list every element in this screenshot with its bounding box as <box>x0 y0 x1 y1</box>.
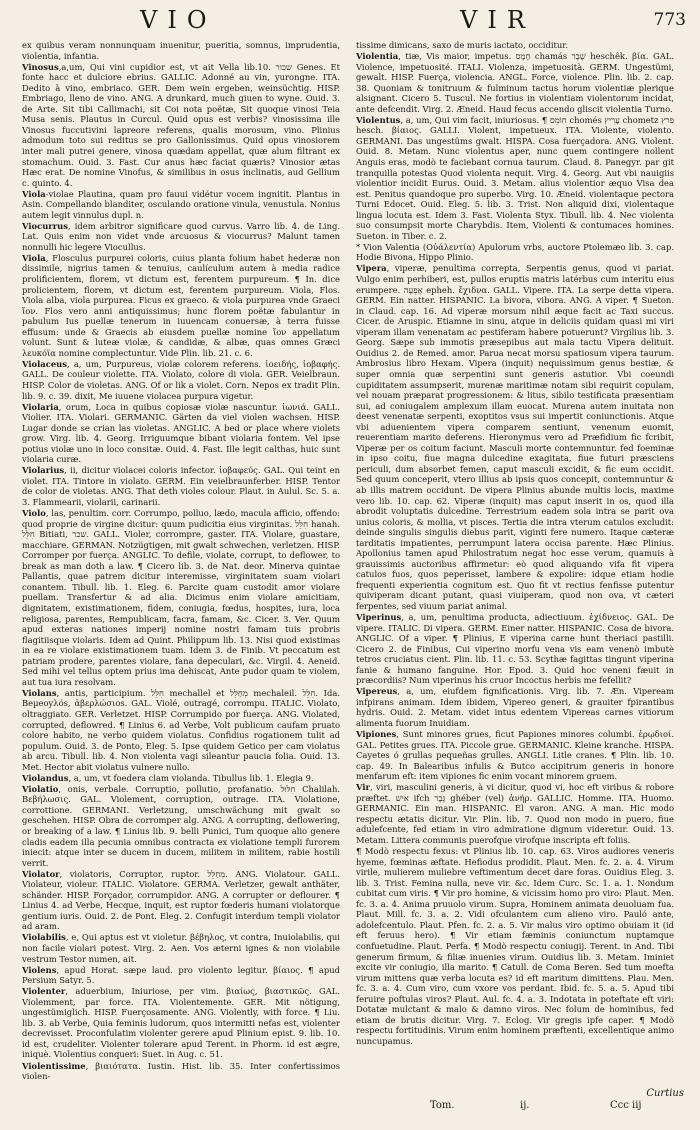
entry-lemma: Violentus <box>356 114 401 125</box>
dictionary-entry <box>22 688 340 772</box>
catchword: Curtius <box>646 1088 684 1099</box>
dictionary-entry <box>356 242 674 263</box>
entry-lemma: Violans <box>22 687 57 698</box>
entry-text: , antis, participium. חִלֵּל mechallel et מְחַלֵּל mechaleil. חִלֵּל. Ida. Beµeoyλós, ἀβερλώσιοs. GAL. Violé, outragé, corrompu. ITALIC. Violato, oltraggiato. GER. Verletzet. HISP. Corrumpido por fuerça. ANG. Violated, corrupted, deflowred. ¶ Linius 6. ad Verbe, Volt publicum caufam pruato colore habito, ne verbo quidem violatus. Confidius rogationem tulit ad populum. Ouid. 3. de Ponto, Eleg. 5. Ipse quidem Getico per cam violatus ab arcu. Tibull. lib. 4. Non violenta vagi sileantur paucia folia. Ouid. 13. Met. Hector abit violatus vulnere nullo. <box>22 687 340 772</box>
entry-text: , βιαιότατα. Iustin. Hist. lib. 35. Inter confertissimos violen- <box>22 1060 340 1082</box>
entry-text: , violatoris, Corruptor, ruptor. מְחַלֵּל. ANG. Violatour. GALL. Violateur, violeur. ITALIC. Violatore. GERMA. Verletzer, gewalt anthäter, schänder. HISP. Forçador, corrumpidor. ANG. A corrupter or deflourer. ¶ Linius 4. ad Verbe, Hecque, inquit, est ruptor fœderis humani violatorque gentium iuris. Ouid. 2. de Pont. Eleg. 2. Confugit interdum templi violator ad aram. <box>22 868 340 932</box>
running-header <box>0 6 700 36</box>
dictionary-entry <box>22 221 340 253</box>
entry-text: , a, um, penultima producta, adiectiuum. ἐχίδνειος. GAL. De vipere. ITALIC. Di vipera. GERM. Einer natter. HISPANIC. Cosa de bivora. ANGLIC. Of a viper. ¶ Plinius, E viperina carne hunt theriaci pastilli. Cicero 2. de Finibus, Cui viperino morfu vena vis eam venenò imbutè tetros cruciatus cient. Plin. lib. 11. c. 53. Scythæ fagittas tingunt viperina fanie & humano fanguine. Hor. Epod. 3. Quid hoc veneni fæuit in præcordiis? Num viperinus his cruor Incoctus herbis me fefellit? <box>356 612 674 686</box>
entry-text: , aduerbium, Iniuriose, per vim. βιαίως, βιαστικῶς. GAL. Violemment, par force. ITA. Violentemente. GER. Mit nötigung, ungestümiglich. HISP. Fuerçosamente. ANG. Violently, with force. ¶ Liu. lib. 3. ab Verbe, Quia feminis ludorum, quos intermitti nefas est, violenter decrevisset. Proconfulatim violenter gerere apud Plinium epist. 9. lib. 10. id est, crudeliter. Violenter tolerare apud Terent. in Phorm. id est ægre, iniquè. Violentius conqueri: Suet. in Aug. c. 51. <box>22 986 340 1060</box>
dictionary-entry <box>356 612 674 686</box>
entry-lemma: Viola <box>22 252 46 263</box>
dictionary-entry <box>356 40 674 51</box>
page-footer <box>0 1088 700 1124</box>
page-number: 773 <box>653 10 686 30</box>
entry-text: , viperæ, penultima correpta, Serpentis genus, quod vi pariat. Vulgo enim perhiberi, est, pullos eruptis matris latérbus cum interitu eius erumpere. אֶפְעֶה epheh. ἔχιδνα. GALL. Vipere. ITA. La serpe detta vipera. GERM. Ein natter. HISPANIC. La bivora, vibora. ANG. A viper. ¶ Sueton. in Claud. cap. 16. Ad viperæ morsum nihil æque facit ac Taxi succus. Cicer. de Aruspic. Etiamne in sinu, atque in deliciis quidam quasi mi viri viperam illam venenatam ac pestiferam habere potuerunt? Virgilius lib. 3. Georg. Sæpe sub immotis præsepibus aut mala tactu Vipera delituit. Ouidius 2. de Remed. amor. Parua necat morsu spatiosum vipera taurum. Ambrosius libro Hexam. Vipera (inquit) nequissimum genus bestiæ, & super omnia quæ serpentini sunt generis astutior. Vbi coeundi cupiditatem assumpserit, murenæ maritimæ notam sibi requirit copulam, vel nouam præparat progressionem: & litus, sibilo testificata præsentiam sui, ad coniugalem amplexum illam euocat. Murena autem inuitata non deest venenatæ serpenti, exoptitos vsus sui impertit coniunctionis. Atque vbi aduenientem vipera comparem sentiunt, venenum euomit, reuerentiam marito deferens. Hieronymus vero ad Præfidium fic fcribit, Viperæ per os coitum faciunt. Masculi morte contemnuntur. fed foeminæ in ipso coitu, fiue magna dulcedine exagitata, fiue futuri præsciens periculi, dum absorbet femen, caput masculi excidit, & fic eum occidit. Sed quum conceperit, vtero illius ab ipsis quos concepit, contemnuntur & ab illis matrem occidunt. De vipera Plinius abunde multis locis, maxime vero lib. 10. cap. 62. Viperæ (inquit) mas caput inserit in os, quod illa abrodit voluptatis dulcedine. Terrestrium eadem sola intra se parit ova unius coloris, & mollia, vt pisces. Tertia die intra vterum catulos excludit: deinde singulis singulis diebus parit, viginti fere numero. Itaque cæteræ tarditatis impatientes, perrumpunt latera occisa parente. Hæc Plinius. Apollonius tamen apud Philostratum negat hoc esse verum, quamuis à grauissimis auctoribus affirmetur: eò quod aliquando vifa fit vipera catulos fuos, quos peperisset, lambere & expolire: idque etiam hodie frequenti experientia cognitum est. Quo fit vt rectius fenfisse putentur quiviperam dicant putant, quasi viuiperam, quod non ova, vt cæteri ferpentes, sed viuum pariat animal. <box>356 263 674 611</box>
dictionary-entry <box>356 729 674 782</box>
dictionary-entry <box>356 51 674 114</box>
dictionary-entry <box>22 189 340 221</box>
entry-lemma: Violator <box>22 868 60 879</box>
dictionary-entry <box>22 508 340 687</box>
entry-text: , onis, verbale. Corruptio, pollutio, profanatio. חִלּוּל Chalilah. Βεβήλωσις. GAL. Violement, corruption, outrage. ITA. Violatione, corrottione. GERMANI. Verletzung, umschwächung mit gwalt so geschehen. HISP. Obra de corromper alg. ANG. A corrupting, deflowering, or breaking of a law. ¶ Linius lib. 9. belli Punici, Tum quoque alio genere cladis eadem illa pecunia omnibus contracta ex violatione templi furorem iniecit: atque inter se ducem in ducem, militem in militem, rabie hostili verrit. <box>22 783 340 868</box>
entry-text: , las, penultim. corr. Corrumpo, polluo, lædo, macula afficio, offendo: quod proprie de virgine dicitur: quum pudicitia eius virginitas. חִלֵּל hanah. חִלֵּל Bitiati, שכר. GALL. Violer, corrompre, gaster. ITA. Violare, guastare, macchiare. GERMAN. Notzügtigen, mit gwalt schwechen, verletzen. HISP. Corromper por fuerça. ANGLIC. To defile, violate, corrupt, to deflower, to break as man doth a law. ¶ Cicero lib. 3. de Nat. deor. Minerva quintae Pallantis, quae patrem dicitur interemisse, virginitatem suam violari conantem. Tibull. lib. 1. Eleg. 6. Parcite quam custodit amor violare puellam. Transfertur & ad alia. Dicimus enim violare amicitiam, dignitatem, existimationem, fidem, coniugia, fœdus, hospites, iura, loca religiosa, parentes, Rempublicam, facra, famam, &c. Cicer. 3. Ver. Quum apud exteras nationes imperij nomine nostri famam tuis probris flagitiisque violaris. Idem ad Quint. Philippum lib. 13. Nisi quod existimas in ea re violare existimationem tuam. Idem 3. de Finib. Vt peccatum est patriam prodere, parentes violare, fana depeculari, &c. Virgil. 4. Aeneid. Sed mihi vel tellus optem prius ima dehiscat, Ante pudor quam te violem, aut tua iura resolvam. <box>22 508 340 687</box>
entry-lemma: Viocurrus <box>22 220 68 231</box>
entry-text: , apud Horat. sæpe laud. pro violento legitur. βίαιος. ¶ apud Persium Satyr. 5. <box>22 964 340 986</box>
dictionary-entry <box>22 359 340 401</box>
dictionary-entry <box>22 253 340 358</box>
dictionary-entry <box>22 869 340 932</box>
entry-lemma: Vipera <box>356 263 387 274</box>
entry-lemma: Violaceus <box>22 358 67 369</box>
entry-lemma: Violenter <box>22 986 66 997</box>
entry-text: , idem arbitror significare quod curvus. Varro lib. 4. de Ling. Lat. Quis enim non videt vnde arcuosus & viocurrus? Malunt tamen nonnulli hic legere Viocullus. <box>22 220 340 252</box>
entry-lemma: Violaria <box>22 401 59 412</box>
dictionary-entry <box>22 986 340 1060</box>
dictionary-entry <box>22 784 340 868</box>
signature-mark: Ccc iij <box>610 1100 642 1111</box>
entry-lemma: Vipereus <box>356 686 398 697</box>
entry-text: , a, um, eiufdem fignificationis. Virg. lib. 7. Æn. Vipeream infpirans animam. Idem ibidem, Vipereo generi, & grauiter fpirantibus hydris. Ouid. 2. Metam. videt intus edentem Vipereas carnes vitiorum alimenta fuorum Inuidiam. <box>356 686 674 728</box>
entry-text: ,a,um, Qui vini cupidior est, vt ait Vella lib.10. שכור Genes. Et fonte hacc et dulciore ebrius. GALLIC. Adonné au vin, yurongne. ITA. Dedito à vino, embriaco. GER. Dem wein ergeben, weinsüchtig. HISP. Embriago, lleno de vino. ANG. A drunkard, much giuen to wyne. Ouid. 3. de Arte. Sit tibi Callimachi, sit Coi nota poëtæ, Sit quoque vinosi Teia Musa senis. Plautus in Curcul. Quid opus est verbis? vinosissima ille Vinosus fuccutivini lapreore referens, qualis morosum, vino. Plinius admodum toto sui reditus se pro Gallonissimus. Quid opus vinosiorem inter mali putrei genere, vinosa quædam appellat, quæ alum filtrant ex stomachum. Ouid. 3. Fast. Cur anus hæc faciat quæris? Vinosior ætas Hæc erat. De nomine Vinofus, & similibus in osus inclinatis, aud Gellium c. quinto. 4. <box>22 61 340 188</box>
dictionary-entry <box>22 965 340 986</box>
dictionary-entry <box>22 40 340 61</box>
entry-lemma: Vinosus <box>22 61 59 72</box>
entry-text: , Sunt minores grues, ficut Papiones minores columbi. ἐρῳδιοί. GAL. Petites grues. ITA. Piccole grue. GERMANIC. Kleine kranche. HISPA. Cayetes ó grullas pequeñas grulles. ANGLI. Litle cranes. ¶ Plin. lib. 10. cap. 49. In Balearibus infulis & Butco accipitrum generis in honore menfarum eft: item vipiones fic enim vocant minorem gruem. <box>356 729 674 782</box>
entry-text: ¶ Modò respectu fexus: vt Plinius lib. 10. cap. 63. Viros audiores veneris hyeme, fœminas æftate. Hefiodus prodidit. Plaut. Men. fc. 2. a. 4. Virum virile, mulierem muliebre veftimentum decet dare foras. Ouidius Eleg. 3. lib. 3. Trist. Femina nulla, neve vir. &c. Idem Curc. Sc. 1. a. 1. Nondum cubitat cum viris. ¶ Vir pro homine, & vicissim homo pro viro: Plaut. Men. fc. 3. a. 4. Anima pruuolo virum. Supra, Hominem animata deuoluam fua. Plaut. Mill. fc. 3. a. 2. Vidi ofculantem cum alieno viro. Pauló ante, adolefcentulo. Plaut. Pfen. fc. 2. a. 5. Vir malus viro optimo obuiam it (id eft feruus hero). ¶ Vir etiam fæminis coniunctum nuptamque confuetudine. Plaut. Perfa. ¶ Modò respectu coniugij. Terent. in And. Tibi generum firmum, & filiæ inuenies virum. Ouidius lib. 3. Metam. Iminiet excite vir coniugio, illa marito. ¶ Catull. de Coma Beren. Sed tum moefta virum mittens quæ verba locuta es? id eft maritum dimittens. Plau. Men. fc. 3. a. 4. Cum viro, cum vxore vos perdant. Ibid. fc. 5. a. 5. Apud tibi feruire poftulas viros? Plaut. Aul. fc. 4. a. 3. Indotata in poteftate eft viri: Dotatæ mulctant & malo & damno viros. Nec folum de hominibus, fed etiam de brutis dicitur. Virg. 7. Eclog. Vir gregis ipfe caper. ¶ Modò respectu fortitudinis. Virum enim hominem præftenti, excellentique animo nuncupamus. <box>356 846 674 1046</box>
entry-text: , a, um, Qui vim facit, iniuriosus. ¶ חוֹמֵס chomés עָרִיץ chometz פרץ hesch. βίαιος. GALLI. Violent, impetueux. ITA. Violente, violento. GERMANI. Das ungestüms gwalt. HISPA. Cosa fuerçadora. ANG. Violent. Ouid. 8. Metam. Nunc violentus aper, nunc quem contingere nollent Anguis eras, modò te faciebant cornua taurum. Claud. 8. Panegyr. par git tranquilla potestas Quod violenta nequit. Virg. 4. Georg. Aut vbi nauigiis violentior incidit Eurus. Ouid. 3. Metam. alius violentior æquo Visa dea est. Penitus quandoque pro superbo. Virg. 10. Æneid. violentaque pectora Turni Edocet. Ouid. Eleg. 5. lib. 3. Trist. Non aliquid dixi, violentaque lingua locuta est. Idem 3. Fast. Violenta Styx. Tibull. lib. 4. Nec violenta suo consumpsit morte Charybdis. Item, Violenti & contumaces homines. Sueton. in Tiber. c. 2. <box>356 114 674 241</box>
dictionary-entry <box>356 686 674 728</box>
dictionary-entry <box>356 846 674 1046</box>
headword-left: VIO <box>140 6 217 34</box>
entry-lemma: Vipiones <box>356 729 397 740</box>
dictionary-entry <box>22 1061 340 1082</box>
entry-lemma: Viperinus <box>356 612 402 623</box>
entry-lemma: Violentia <box>356 51 399 62</box>
entry-text: , orum, Loca in quibus copiosæ violæ nascuntur. ἰωνιά. GALL. Violier. ITA. Violari. GERMANIC. Gärten da viel violen wachsen. HISP. Lugar donde se crian las violetas. ANGLIC. A bed or place where violets grow. Virg. lib. 4. Georg. Irriguumque bibant violaria fontem. Vel ipse potius violæ uno in loco consitæ. Ouid. 4. Fast. Ille legit calthas, huic sunt violaria curæ. <box>22 401 340 465</box>
dictionary-entry <box>22 773 340 784</box>
entry-lemma: Viola <box>22 188 46 199</box>
signature-tom: Tom. <box>430 1100 455 1111</box>
entry-lemma: Violo <box>22 508 46 519</box>
entry-text: tissime dimicans, saxo de muris iactato, occiditur. <box>356 40 569 50</box>
entry-lemma: Violarius <box>22 465 65 476</box>
entry-text: , e, Qui aptus est vt violetur. βέβηλος, vt contra, Inuiolabilis, qui non facile violari potest. Virg. 2. Aen. Vos æterni ignes & non violabile vestrum Testor numen, ait. <box>22 932 340 964</box>
entry-lemma: Violentissime <box>22 1060 86 1071</box>
entry-lemma: Violandus <box>22 772 69 783</box>
entry-text: , tiæ, Vis maior, impetus. חָמָס chamás שֶׁבֶר heschêk. βία. GAL. Violence, impetuosité. ITALI. Violenza, impetuosità. GERM. Ungestümi, gewalt. HISP. Fuerça, violencia. ANGL. Force, violence. Plin. lib. 2. cap. 38. Quoniam & tonitruum & fulminum tactus horum violentiæ plerique alsignant. Cicero 5. Tuscul. Ne fortius in violentiam violentorum incidat, ante defcendit. Virg. 2. Æneid. Haud fecus accendo gliscit violentia Turno. <box>356 51 674 114</box>
dictionary-entry <box>22 465 340 507</box>
dictionary-entry <box>356 263 674 611</box>
entry-lemma: Vir <box>356 782 370 793</box>
entry-text: * Vion Valentia (Οὐάλεντία) Apulorum vrbs, auctore Ptolemæo lib. 3. cap. Hodie Bivona, Hippo Plinio. <box>356 241 674 263</box>
signature-volume: ij. <box>520 1100 530 1111</box>
dictionary-entry <box>356 115 674 242</box>
right-column <box>356 40 674 1098</box>
left-column <box>22 40 340 1098</box>
entry-text: -violae Plautina, quam pro fauui vidétur vocem ingnitit. Plantus in Asin. Compellando blanditer, osculando oratione vinula, venustula. Nonius autem legit vinnulus dupl. n. <box>22 188 340 220</box>
entry-text: ex quibus veram nonnunquam inuenitur, pueritia, somnus, imprudentia, violentia, infantia. <box>22 40 340 61</box>
dictionary-entry <box>22 402 340 465</box>
entry-lemma: Violabilis <box>22 932 66 943</box>
dictionary-entry <box>22 932 340 964</box>
headword-right: VIR <box>460 6 535 34</box>
entry-lemma: Violens <box>22 964 57 975</box>
entry-text: , ii, dicitur violacei coloris infector. ἰοβαφεύς. GAL. Qui teint en violet. ITA. Tintore in violato. GERM. Ein veielbraunferber. HISP. Tentor de color de violetas. ANG. That deth violes colour. Plaut. in Aulul. Sc. 5. a. 3. Flammearii, violarii, carinarii. <box>22 465 340 508</box>
entry-text: , viri, masculini generis, à vi dicitur, quod vi, hoc eft viribus & robore præftet. אִישׁ ifch גֶּבֶר ghéber (vel) ἀνήρ. GALLIC. Homme. ITA. Huomo. GERMANIC. Ein man. HISPANIC. El varon. ANG. A man. Hic modo respectu ætatis dicitur. Vir. Plin. lib. 7. Quod non modo in puero, fiue adulefcente, fed etiam in viro admiratione dignum videretur. Ouid. 13. Metam. Littera communis puerofque virofque inscripta eft foliis. <box>356 782 674 846</box>
dictionary-entry <box>356 782 674 845</box>
entry-text: , Flosculus purpurei coloris, cuius planta folium habet hederæ non dissimile, nigrius tamen & tenuius, caulículum autem à media radice prolificientem, florem, vt dictum est, ferentem purpureum. ¶ In. dice prolicientem, florem, vt dictum est, ferentem purpureum. Viola, Flos. Viola alba, viola purpurea. Ficus ex graeco. & viola purpurea vnde Graeci ἴον. Flos vero anni antiquissimus; hunc florem poëtæ fabulantur in pabulum Ius puellæ tenerum in iuuencam conuersæ, à terra fuisse effusum: unde & Graecis ab eiusdem puellæ nomine ἴον appellatum volunt. Sunt & luteæ violæ, & candidæ, & albæ, quas omnes Græci λευκόϊα nomine complectuntur. Vide Plin. lib. 21. c. 6. <box>22 252 340 358</box>
entry-text: , a, um, vt foedera clam violanda. Tibullus lib. 1. Elegia 9. <box>68 772 314 783</box>
entry-text: , a, um, Purpureus, violæ colorem referens. ἰοειδής, ἰοβαφής. GALL. De couleur violette. ITA. Violato, colore di viola. GER. Veielbraun. HISP. Color de violetas. ANG. Of or lik a violet. Corn. Nepos ex tradit Plin. lib. 9. c. 39. dixit, Me iuuene violacea purpura vigetur. <box>22 358 340 401</box>
dictionary-entry <box>22 62 340 189</box>
entry-lemma: Violatio <box>22 783 59 794</box>
